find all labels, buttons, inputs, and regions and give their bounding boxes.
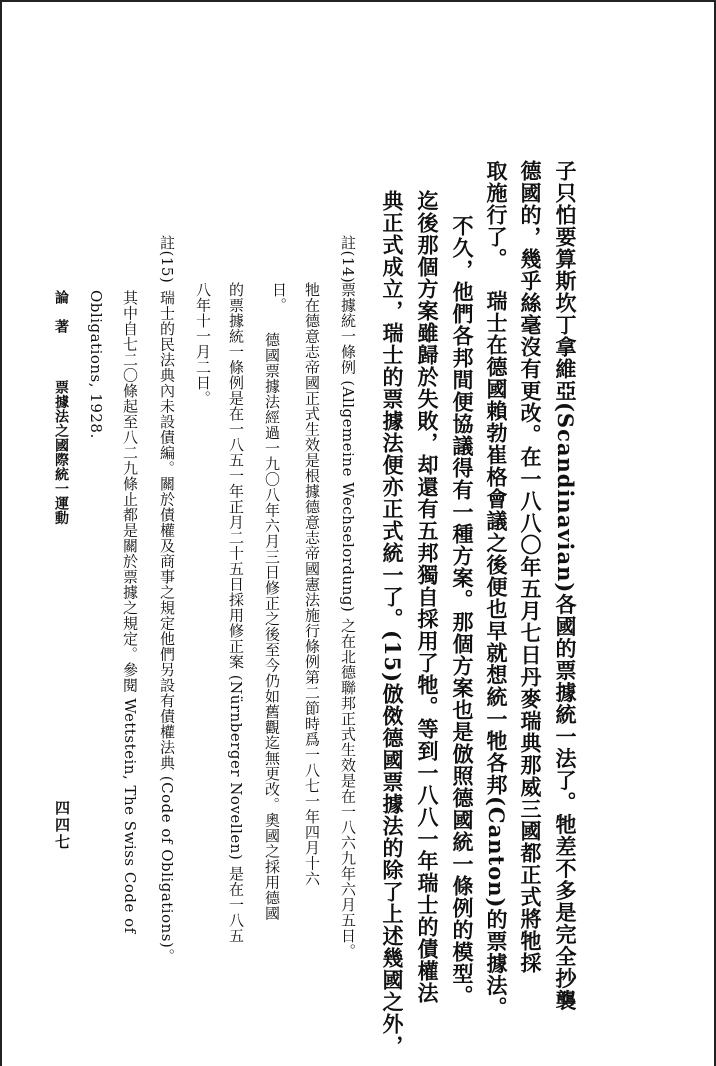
note-14-line-1: 票據統一條例 (Allgemeine Wechselordung) 之在北德聯邦正式生效是在一八六九年六月五日。 xyxy=(339,282,357,959)
section-label: 論 著 xyxy=(53,290,69,334)
scan-border-left xyxy=(0,0,2,1066)
scan-border-top xyxy=(0,0,716,2)
body-line-6: 迄後那個方案雖歸於失敗，却還有五邦獨自採用了牠。等到一八八一年瑞士的債權法 xyxy=(415,190,440,1004)
note-15-line-1: 瑞士的民法典內未設債編。關於債權及商事之規定他們另設有債權法典 (Code of Obligations)。 xyxy=(158,290,176,964)
body-line-4: 瑞士在德國賴勃崔格會議之後便也早就想統一牠各邦(Canton)的票據法。 xyxy=(484,290,509,1019)
page-number: 四四七 xyxy=(53,800,71,851)
note-14-line-2: 牠在德意志帝國正式生效是根據德意志帝國憲法施行條例第二節時爲一八七一年四月十六 xyxy=(303,282,321,887)
note-14-line-4: 德國票據法經過一九〇八年六月三日修正之後至今仍如舊觀迄無更改。奧國之採用德國 xyxy=(263,332,281,921)
note-14-line-3: 日。 xyxy=(270,282,288,313)
note-15-line-3: Obligations, 1928. xyxy=(87,290,105,439)
body-line-5: 不久，他們各邦間便協議得有一種方案。那個方案也是倣照德國統一條例的模型。 xyxy=(450,215,475,1007)
body-line-3: 取施行了。 xyxy=(484,160,509,270)
note-15-label: 註(15) xyxy=(158,235,176,284)
note-14-label: 註(14) xyxy=(339,235,357,284)
note-15-line-2: 其中自七二〇條起至八二九條止都是關於票據之規定。參閱 Wettstein, The Swiss Code of xyxy=(121,290,139,934)
body-line-7: 典正式成立，瑞士的票據法便亦正式統一了。(15)倣傚德國票據法的除了上述幾國之外， xyxy=(380,190,405,1058)
body-line-2: 德國的，幾乎絲毫沒有更改。在一八八〇年五月七日丹麥瑞典那威三國都正式將牠採 xyxy=(518,160,543,974)
note-14-line-6: 八年十一月二日。 xyxy=(194,282,212,406)
note-14-line-5: 的票據統一條例是在一八五一年正月二十五日採用修正案 (Nürnberger Novellen) 是在一八五 xyxy=(227,282,245,944)
running-title: 票據法之國際統一運動 xyxy=(53,380,69,525)
body-line-1: 子只怕要算斯坎丁拿維亞(Scandinavian)各國的票據統一法了。牠差不多是完全抄襲 xyxy=(553,160,578,1012)
